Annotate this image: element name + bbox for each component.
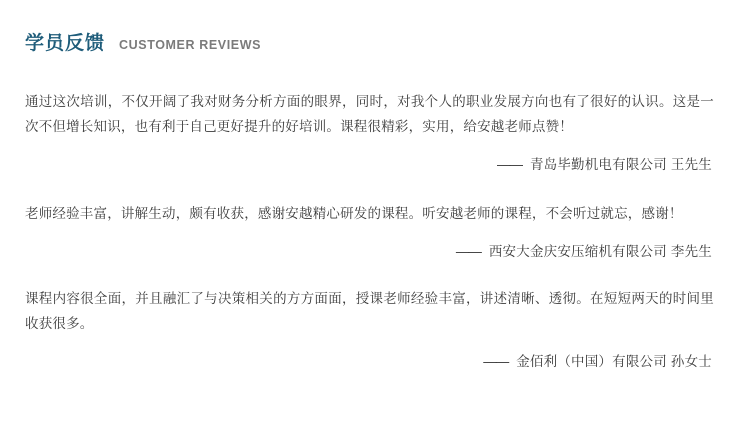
- review-body: 课程内容很全面，并且融汇了与决策相关的方方面面，授课老师经验丰富，讲述清晰、透彻。在短短两天的时间里收获很多。: [25, 291, 714, 331]
- review-attribution: [22, 350, 716, 370]
- review-body: 通过这次培训，不仅开阔了我对财务分析方面的眼界，同时，对我个人的职业发展方向也有了很好的认识。这是一次不但增长知识，也有利于自己更好提升的好培训。课程很精彩，实用，给安越老师点赞！: [25, 94, 714, 134]
- review-item: [22, 89, 716, 173]
- review-attribution: [22, 153, 716, 173]
- page-title: 学员反馈: [25, 33, 106, 54]
- review-body: 老师经验丰富，讲解生动，颇有收获，感谢安越精心研发的课程。听安越老师的课程，不会听过就忘，感谢！: [25, 206, 683, 221]
- review-attribution: [22, 240, 716, 260]
- review-item: [22, 201, 716, 260]
- attribution-text: 西安大金庆安压缩机有限公司 李先生: [488, 244, 712, 259]
- attribution-text: 青岛毕勤机电有限公司 王先生: [529, 157, 712, 172]
- attribution-dash: ——: [483, 354, 509, 369]
- attribution-dash: ——: [496, 157, 522, 172]
- attribution-text: 金佰利（中国）有限公司 孙女士: [516, 354, 712, 369]
- attribution-dash: ——: [455, 244, 481, 259]
- page-header: [25, 28, 716, 55]
- review-item: [22, 286, 716, 370]
- page-subtitle: CUSTOMER REVIEWS: [119, 38, 262, 52]
